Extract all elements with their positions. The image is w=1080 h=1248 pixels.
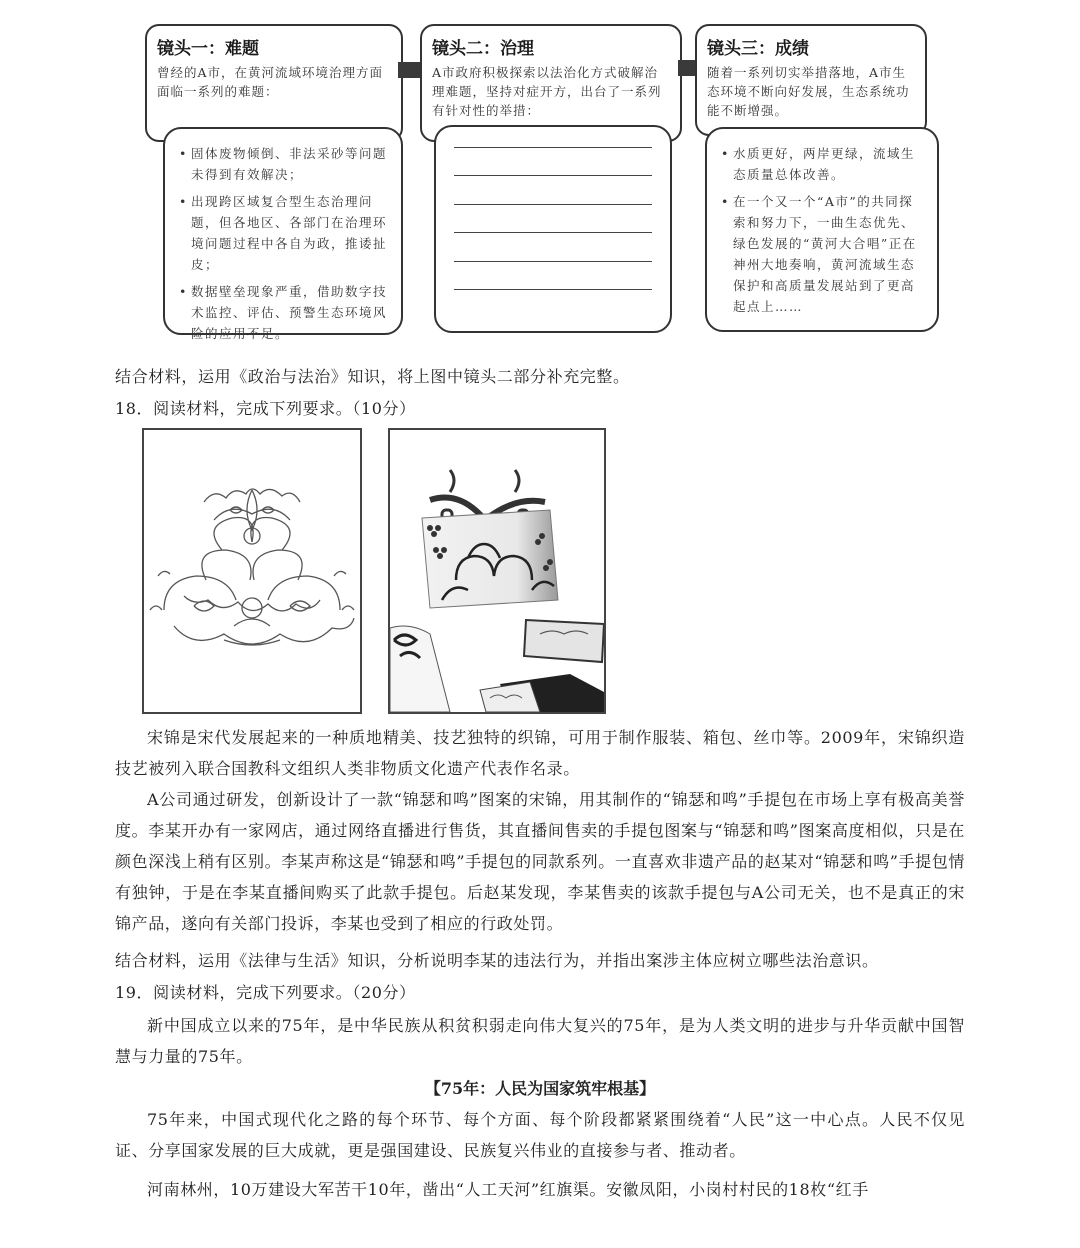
q19-intro: 新中国成立以来的75年，是中华民族从积贫积弱走向伟大复兴的75年，是为人类文明的进步与升华贡献中国智慧与力量的75年。 — [115, 1016, 965, 1066]
q18-prompt: 结合材料，运用《法律与生活》知识，分析说明李某的违法行为，并指出案涉主体应树立哪些法治意识。 — [115, 951, 879, 970]
step1-bullet: • 出现跨区域复合型生态治理问题，但各地区、各部门在治理环境问题过程中各自为政，推诿扯皮； — [179, 191, 391, 275]
step1-bullet: • 数据壁垒现象严重，借助数字技术监控、评估、预警生态环境风险的应用不足。 — [179, 281, 391, 344]
q19-heading: 19．阅读材料，完成下列要求。（20分） — [115, 983, 416, 1002]
answer-blank-line — [454, 175, 652, 176]
step2-text: A市政府积极探索以法治化方式破解治理难题，坚持对症开方，出台了一系列有针对性的举措： — [432, 65, 662, 118]
step3-bullet: • 水质更好，两岸更绿，流域生态质量总体改善。 — [721, 143, 927, 185]
step1-text: 曾经的A市，在黄河流域环境治理方面面临一系列的难题： — [157, 65, 384, 99]
step1-title: 镜头一：难题 — [157, 39, 259, 59]
q19-section-title: 【75年：人民为国家筑牢根基】 — [424, 1079, 656, 1098]
step1-detail-box — [163, 127, 403, 341]
answer-blank-line — [454, 289, 652, 290]
step1-header-box — [145, 24, 403, 142]
answer-blank-line — [454, 147, 652, 148]
answer-blank-line — [454, 261, 652, 262]
q18-heading: 18．阅读材料，完成下列要求。（10分） — [115, 399, 416, 418]
q19-paragraph: 河南林州，10万建设大军苦干10年，凿出“人工天河”红旗渠。安徽凤阳，小岗村村民的18枚“红手 — [147, 1180, 869, 1199]
step3-title: 镜头三：成绩 — [707, 39, 809, 59]
step3-detail-box — [705, 127, 939, 332]
answer-blank-line — [454, 204, 652, 205]
answer-blank-line — [454, 232, 652, 233]
q19-paragraph: 75年来，中国式现代化之路的每个环节、每个方面、每个阶段都紧紧围绕着“人民”这一中心点。人民不仅见证、分享国家发展的巨大成就，更是强国建设、民族复兴伟业的直接参与者、推动者。 — [115, 1110, 965, 1160]
step3-text: 随着一系列切实举措落地，A市生态环境不断向好发展，生态系统功能不断增强。 — [707, 65, 910, 118]
q18-paragraph: 宋锦是宋代发展起来的一种质地精美、技艺独特的织锦，可用于制作服装、箱包、丝巾等。2009年，宋锦织造技艺被列入联合国教科文组织人类非物质文化遗产代表作名录。 — [115, 728, 965, 778]
step2-title: 镜头二：治理 — [432, 39, 534, 59]
song-brocade-pattern-image — [142, 428, 362, 714]
handbag-drawing — [390, 430, 604, 712]
step3-header-box — [695, 24, 927, 136]
q17-prompt: 结合材料，运用《政治与法治》知识，将上图中镜头二部分补充完整。 — [115, 367, 630, 386]
step3-bullet: • 在一个又一个“A市”的共同探索和努力下，一曲生态优先、绿色发展的“黄河大合唱”正在神州大地奏响，黄河流域生态保护和高质量发展站到了更高起点上…… — [721, 191, 927, 317]
step2-answer-box — [434, 125, 672, 333]
step1-bullet: • 固体废物倾倒、非法采砂等问题未得到有效解决； — [179, 143, 391, 185]
handbag-image — [388, 428, 606, 714]
q18-paragraph: A公司通过研发，创新设计了一款“锦瑟和鸣”图案的宋锦，用其制作的“锦瑟和鸣”手提包在市场上享有极高美誉度。李某开办有一家网店，通过网络直播进行售货，其直播间售卖的手提包图案与“锦瑟和鸣”图案高度相似，只是在颜色深浅上稍有区别。李某声称这是“锦瑟和鸣”手提包的同款系列。一直喜欢非遗产品的赵某对“锦瑟和鸣”手提包情有独钟，于是在李某直播间购买了此款手提包。后赵某发现，李某售卖的该款手提包与A公司无关，也不是真正的宋锦产品，遂向有关部门投诉，李某也受到了相应的行政处罚。 — [115, 790, 965, 933]
brocade-pattern-drawing — [144, 430, 360, 712]
